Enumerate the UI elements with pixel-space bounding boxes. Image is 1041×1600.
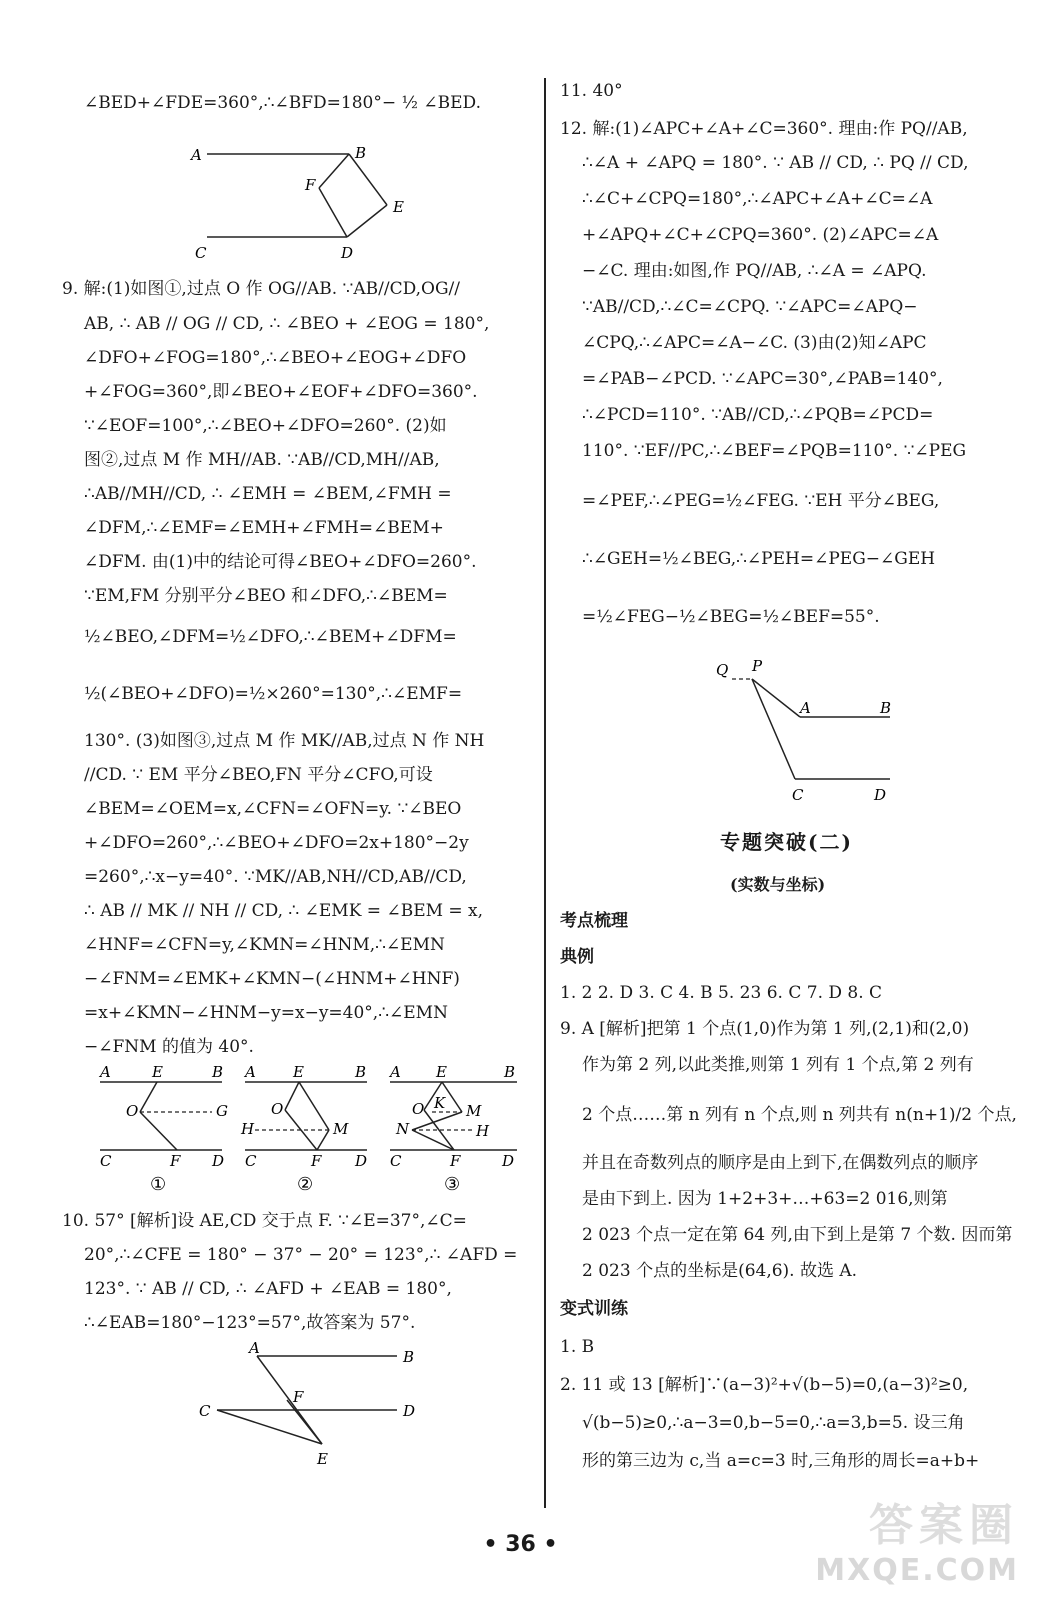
- text-line: −∠FNM=∠EMK+∠KMN−(∠HNM+∠HNF): [84, 969, 460, 989]
- text-line: 20°,∴∠CFE = 180° − 37° − 20° = 123°,∴ ∠AFD =: [84, 1245, 518, 1265]
- section-title: 专题突破(二): [720, 830, 853, 854]
- text-line: 作为第 2 列,以此类推,则第 1 列有 1 个点,第 2 列有: [582, 1055, 974, 1075]
- svg-text:B: B: [880, 699, 892, 717]
- figure-bed: [187, 140, 417, 270]
- svg-text:O: O: [126, 1102, 139, 1120]
- text-line: ∠BEM=∠OEM=x,∠CFN=∠OFN=y. ∵∠BEO: [84, 799, 462, 819]
- svg-text:F: F: [450, 1152, 461, 1170]
- svg-text:E: E: [293, 1063, 304, 1081]
- text-line: =260°,∴x−y=40°. ∵MK//AB,NH//CD,AB//CD,: [84, 867, 467, 887]
- text-line: ∠DFO+∠FOG=180°,∴∠BEO+∠EOG+∠DFO: [84, 348, 467, 368]
- figure-3: [388, 1063, 517, 1170]
- text-line: +∠DFO=260°,∴∠BEO+∠DFO=2x+180°−2y: [84, 833, 469, 853]
- svg-text:B: B: [504, 1063, 516, 1081]
- text-line: =∠PAB−∠PCD. ∵∠APC=30°,∠PAB=140°,: [582, 369, 943, 389]
- svg-text:D: D: [403, 1402, 416, 1420]
- text-line: 130°. (3)如图③,过点 M 作 MK//AB,过点 N 作 NH: [84, 731, 485, 751]
- watermark-logo-text: 答案圈: [869, 1500, 1019, 1551]
- svg-text:A: A: [245, 1063, 256, 1081]
- text-line: 11. 40°: [560, 81, 623, 101]
- figure-label: ②: [297, 1174, 314, 1192]
- svg-text:B: B: [355, 144, 367, 162]
- svg-text:O: O: [412, 1100, 425, 1118]
- svg-text:K: K: [434, 1094, 446, 1112]
- svg-text:O: O: [271, 1100, 284, 1118]
- svg-text:M: M: [466, 1102, 482, 1120]
- text-line: ∴ AB // MK // NH // CD, ∴ ∠EMK = ∠BEM = x,: [84, 901, 484, 921]
- text-line: ∴∠EAB=180°−123°=57°,故答案为 57°.: [84, 1313, 416, 1333]
- text-line: 10. 57° [解析]设 AE,CD 交于点 F. ∵∠E=37°,∠C=: [62, 1211, 467, 1231]
- text-line: 是由下到上. 因为 1+2+3+…+63=2 016,则第: [582, 1189, 948, 1209]
- svg-text:D: D: [212, 1152, 225, 1170]
- text-line: 2 023 个点一定在第 64 列,由下到上是第 7 个数. 因而第: [582, 1225, 1013, 1245]
- text-line: 1. B: [560, 1337, 595, 1357]
- svg-text:E: E: [317, 1450, 328, 1468]
- svg-text:C: C: [195, 244, 207, 262]
- svg-text:H: H: [476, 1122, 490, 1140]
- text-line: ∠BED+∠FDE=360°,∴∠BFD=180°− ½ ∠BED.: [84, 93, 481, 113]
- text-line: 123°. ∵ AB // CD, ∴ ∠AFD + ∠EAB = 180°,: [84, 1279, 452, 1299]
- answers-line: 1. 2 2. D 3. C 4. B 5. 23 6. C 7. D 8. C: [560, 983, 883, 1003]
- text-line: ∵EM,FM 分别平分∠BEO 和∠DFO,∴∠BEM=: [84, 586, 448, 606]
- svg-text:C: C: [792, 786, 804, 804]
- svg-text:F: F: [311, 1152, 322, 1170]
- text-line: 并且在奇数列点的顺序是由上到下,在偶数列点的顺序: [582, 1153, 979, 1173]
- text-line: 9. A [解析]把第 1 个点(1,0)作为第 1 列,(2,1)和(2,0): [560, 1019, 970, 1039]
- text-line: 2 个点……第 n 列有 n 个点,则 n 列共有 n(n+1)/2 个点,: [582, 1105, 1017, 1125]
- figure-q12: [710, 655, 910, 805]
- text-line: √(b−5)≥0,∴a−3=0,b−5=0,∴a=3,b=5. 设三角: [582, 1413, 965, 1433]
- svg-text:A: A: [249, 1340, 260, 1357]
- svg-text:C: C: [390, 1152, 402, 1170]
- figure-q10: [197, 1340, 497, 1480]
- figure-1: [98, 1063, 228, 1170]
- svg-text:N: N: [396, 1120, 410, 1138]
- text-line: −∠C. 理由:如图,作 PQ//AB, ∴∠A = ∠APQ.: [582, 261, 927, 281]
- svg-text:D: D: [355, 1152, 368, 1170]
- text-line: ∠DFM,∴∠EMF=∠EMH+∠FMH=∠BEM+: [84, 518, 444, 538]
- svg-text:D: D: [502, 1152, 515, 1170]
- svg-text:B: B: [355, 1063, 367, 1081]
- figure-2: [240, 1063, 367, 1170]
- heading-kaodian: 考点梳理: [560, 911, 628, 931]
- text-line: 2. 11 或 13 [解析]∵(a−3)²+√(b−5)=0,(a−3)²≥0,: [560, 1375, 969, 1395]
- text-line: +∠APQ+∠C+∠CPQ=360°. (2)∠APC=∠A: [582, 225, 939, 245]
- svg-text:D: D: [874, 786, 887, 804]
- svg-text:A: A: [191, 146, 202, 164]
- svg-text:F: F: [293, 1388, 304, 1406]
- text-line: 2 023 个点的坐标是(64,6). 故选 A.: [582, 1261, 858, 1281]
- column-divider: [544, 78, 546, 1508]
- text-line: 形的第三边为 c,当 a=c=3 时,三角形的周长=a+b+: [582, 1451, 980, 1471]
- text-line: ∴∠C+∠CPQ=180°,∴∠APC+∠A+∠C=∠A: [582, 189, 933, 209]
- svg-text:A: A: [390, 1063, 401, 1081]
- svg-text:P: P: [752, 657, 763, 675]
- text-line: ∴∠PCD=110°. ∵AB//CD,∴∠PQB=∠PCD=: [582, 405, 934, 425]
- svg-text:E: E: [393, 198, 404, 216]
- svg-text:B: B: [212, 1063, 224, 1081]
- watermark: [815, 1489, 1019, 1588]
- watermark-url: MXQE.COM: [815, 1553, 1019, 1588]
- text-line: 12. 解:(1)∠APC+∠A+∠C=360°. 理由:作 PQ//AB,: [560, 119, 968, 139]
- svg-text:H: H: [241, 1120, 255, 1138]
- figure-three-diagrams: [92, 1062, 532, 1192]
- section-subtitle: (实数与坐标): [730, 875, 826, 894]
- svg-text:Q: Q: [716, 661, 729, 679]
- text-line: ∴∠A + ∠APQ = 180°. ∵ AB // CD, ∴ PQ // CD,: [582, 153, 969, 173]
- text-line: ∠DFM. 由(1)中的结论可得∠BEO+∠DFO=260°.: [84, 552, 477, 572]
- figure-label: ③: [444, 1174, 461, 1192]
- svg-text:M: M: [333, 1120, 349, 1138]
- svg-text:A: A: [100, 1063, 111, 1081]
- svg-text:E: E: [152, 1063, 163, 1081]
- text-line: ½(∠BEO+∠DFO)=½×260°=130°,∴∠EMF=: [84, 684, 463, 704]
- text-line: ∠HNF=∠CFN=y,∠KMN=∠HNM,∴∠EMN: [84, 935, 445, 955]
- heading-dianli: 典例: [560, 947, 594, 967]
- text-line: −∠FNM 的值为 40°.: [84, 1037, 254, 1057]
- svg-text:C: C: [245, 1152, 257, 1170]
- text-line: //CD. ∵ EM 平分∠BEO,FN 平分∠CFO,可设: [84, 765, 433, 785]
- text-line: ½∠BEO,∠DFM=½∠DFO,∴∠BEM+∠DFM=: [84, 627, 457, 647]
- svg-text:D: D: [341, 244, 354, 262]
- text-line: ∴AB//MH//CD, ∴ ∠EMH = ∠BEM,∠FMH =: [84, 484, 452, 504]
- svg-text:F: F: [305, 176, 316, 194]
- text-line: ∴∠GEH=½∠BEG,∴∠PEH=∠PEG−∠GEH: [582, 549, 936, 569]
- svg-text:B: B: [403, 1348, 415, 1366]
- text-line: =∠PEF,∴∠PEG=½∠FEG. ∵EH 平分∠BEG,: [582, 491, 940, 511]
- svg-text:C: C: [199, 1402, 211, 1420]
- heading-bianshi: 变式训练: [560, 1299, 628, 1319]
- svg-text:C: C: [100, 1152, 112, 1170]
- text-line: 9. 解:(1)如图①,过点 O 作 OG//AB. ∵AB//CD,OG//: [62, 279, 460, 299]
- svg-text:F: F: [170, 1152, 181, 1170]
- text-line: 图②,过点 M 作 MH//AB. ∵AB//CD,MH//AB,: [84, 450, 440, 470]
- svg-text:G: G: [216, 1102, 228, 1120]
- text-line: AB, ∴ AB // OG // CD, ∴ ∠BEO + ∠EOG = 180°,: [84, 314, 490, 334]
- text-line: =x+∠KMN−∠HNM−y=x−y=40°,∴∠EMN: [84, 1003, 448, 1023]
- text-line: ∵∠EOF=100°,∴∠BEO+∠DFO=260°. (2)如: [84, 416, 447, 436]
- figure-label: ①: [150, 1174, 167, 1192]
- svg-text:A: A: [800, 699, 811, 717]
- page-number: • 36 •: [483, 1532, 558, 1557]
- text-line: ∵AB//CD,∴∠C=∠CPQ. ∵∠APC=∠APQ−: [582, 297, 918, 317]
- text-line: +∠FOG=360°,即∠BEO+∠EOF+∠DFO=360°.: [84, 382, 478, 402]
- text-line: 110°. ∵EF//PC,∴∠BEF=∠PQB=110°. ∵∠PEG: [582, 441, 967, 461]
- svg-text:E: E: [436, 1063, 447, 1081]
- text-line: =½∠FEG−½∠BEG=½∠BEF=55°.: [582, 607, 880, 627]
- text-line: ∠CPQ,∴∠APC=∠A−∠C. (3)由(2)知∠APC: [582, 333, 927, 353]
